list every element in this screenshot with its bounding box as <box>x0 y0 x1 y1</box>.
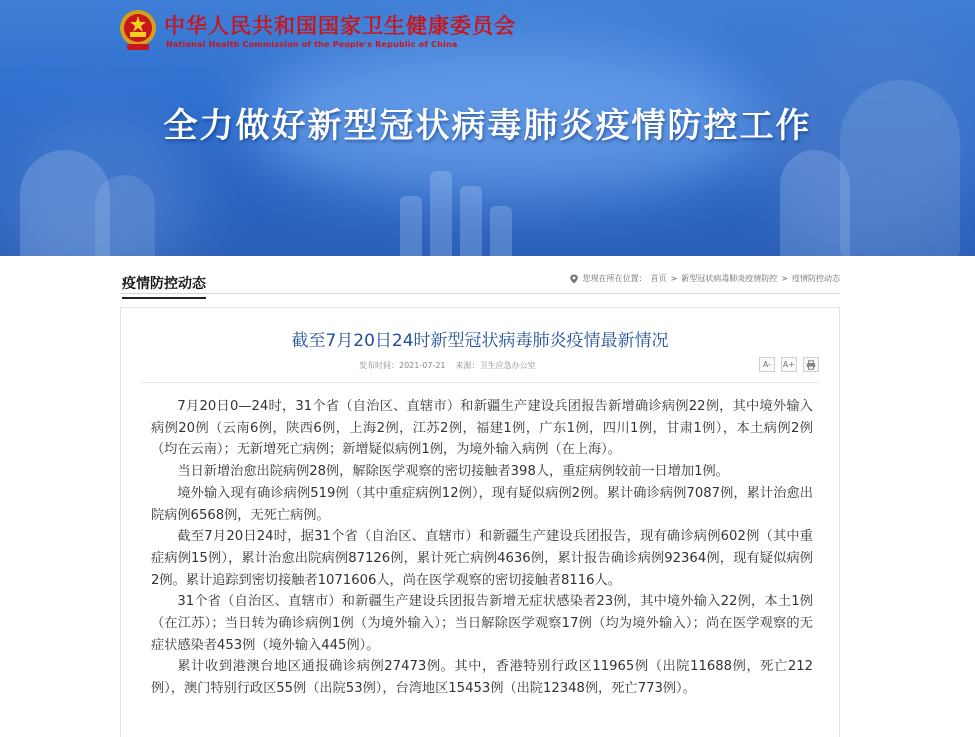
publish-date <box>359 360 446 371</box>
section-title: 疫情防控动态 <box>122 273 206 299</box>
font-decrease-button[interactable]: A- <box>759 357 775 372</box>
breadcrumb-prefix: 您现在所在位置： <box>582 274 647 283</box>
font-increase-button[interactable]: A+ <box>781 357 797 372</box>
section-bar <box>120 270 840 294</box>
breadcrumb <box>569 273 840 284</box>
org-name-cn[interactable]: 中华人民共和国国家卫生健康委员会 <box>164 14 516 38</box>
article-title: 截至7月20日24时新型冠状病毒肺炎疫情最新情况 <box>291 331 669 351</box>
breadcrumb-home[interactable]: 首页 <box>650 274 667 283</box>
banner-bottle <box>430 171 452 256</box>
banner-bottle <box>400 196 422 256</box>
org-name-en: National Health Commission of the People's Republic of China <box>166 40 458 49</box>
article-body <box>151 396 813 700</box>
banner-figure <box>95 175 155 256</box>
article-paragraph: 截至7月20日24时，据31个省（自治区、直辖市）和新疆生产建设兵团报告，现有确诊病例602例（其中重症病例15例），累计治愈出院病例87126例，累计死亡病例4636例，累计报告确诊病例92364例，现有疑似病例2例。累计追踪到密切接触者1071606人，尚在医学观察的密切接触者8116人。 <box>151 529 813 588</box>
article-meta <box>359 360 536 371</box>
breadcrumb-separator: > <box>670 274 678 283</box>
source-label: 来源： <box>455 361 480 370</box>
article-paragraph: 31个省（自治区、直辖市）和新疆生产建设兵团报告新增无症状感染者23例，其中境外输入22例，本土1例（在江苏）；当日转为确诊病例1例（为境外输入）；当日解除医学观察17例（均为境外输入）；尚在医学观察的无症状感染者453例（境外输入445例）。 <box>151 594 813 653</box>
article-paragraph: 累计收到港澳台地区通报确诊病例27473例。其中，香港特别行政区11965例（出院11688例，死亡212例），澳门特别行政区55例（出院53例），台湾地区15453例（出院12348例，死亡773例）。 <box>151 659 813 697</box>
article-tools <box>759 357 819 372</box>
print-icon <box>806 360 816 370</box>
banner-slogan: 全力做好新型冠状病毒肺炎疫情防控工作 <box>163 106 812 146</box>
header-banner <box>0 0 975 256</box>
article-paragraph: 7月20日0—24时，31个省（自治区、直辖市）和新疆生产建设兵团报告新增确诊病例22例，其中境外输入病例20例（云南6例，陕西6例，上海2例，江苏2例，福建1例，广东1例，四川1例，甘肃1例），本土病例2例（均在云南）；无新增死亡病例；新增疑似病例1例，为境外输入病例（在上海）。 <box>151 399 813 458</box>
article-paragraph: 当日新增治愈出院病例28例，解除医学观察的密切接触者398人，重症病例较前一日增加1例。 <box>177 464 729 480</box>
article-paragraph: 境外输入现有确诊病例519例（其中重症病例12例），现有疑似病例2例。累计确诊病例7087例，累计治愈出院病例6568例，无死亡病例。 <box>151 485 813 523</box>
publish-date-value: 2021-07-21 <box>399 361 446 370</box>
title-divider <box>141 382 819 383</box>
article-panel <box>120 307 840 737</box>
national-emblem-icon <box>118 8 158 52</box>
source-value: 卫生应急办公室 <box>479 361 536 370</box>
print-button[interactable] <box>803 357 819 372</box>
breadcrumb-separator: > <box>781 274 788 283</box>
banner-figure <box>780 150 850 256</box>
banner-bottle <box>490 206 512 256</box>
breadcrumb-current[interactable]: 疫情防控动态 <box>792 274 840 283</box>
breadcrumb-covid-prevention[interactable]: 新型冠状病毒肺炎疫情防控 <box>681 274 778 283</box>
publish-date-label: 发布时间： <box>359 361 399 370</box>
article-source <box>456 360 536 371</box>
banner-bottle <box>460 186 482 256</box>
location-pin-icon <box>569 274 579 284</box>
